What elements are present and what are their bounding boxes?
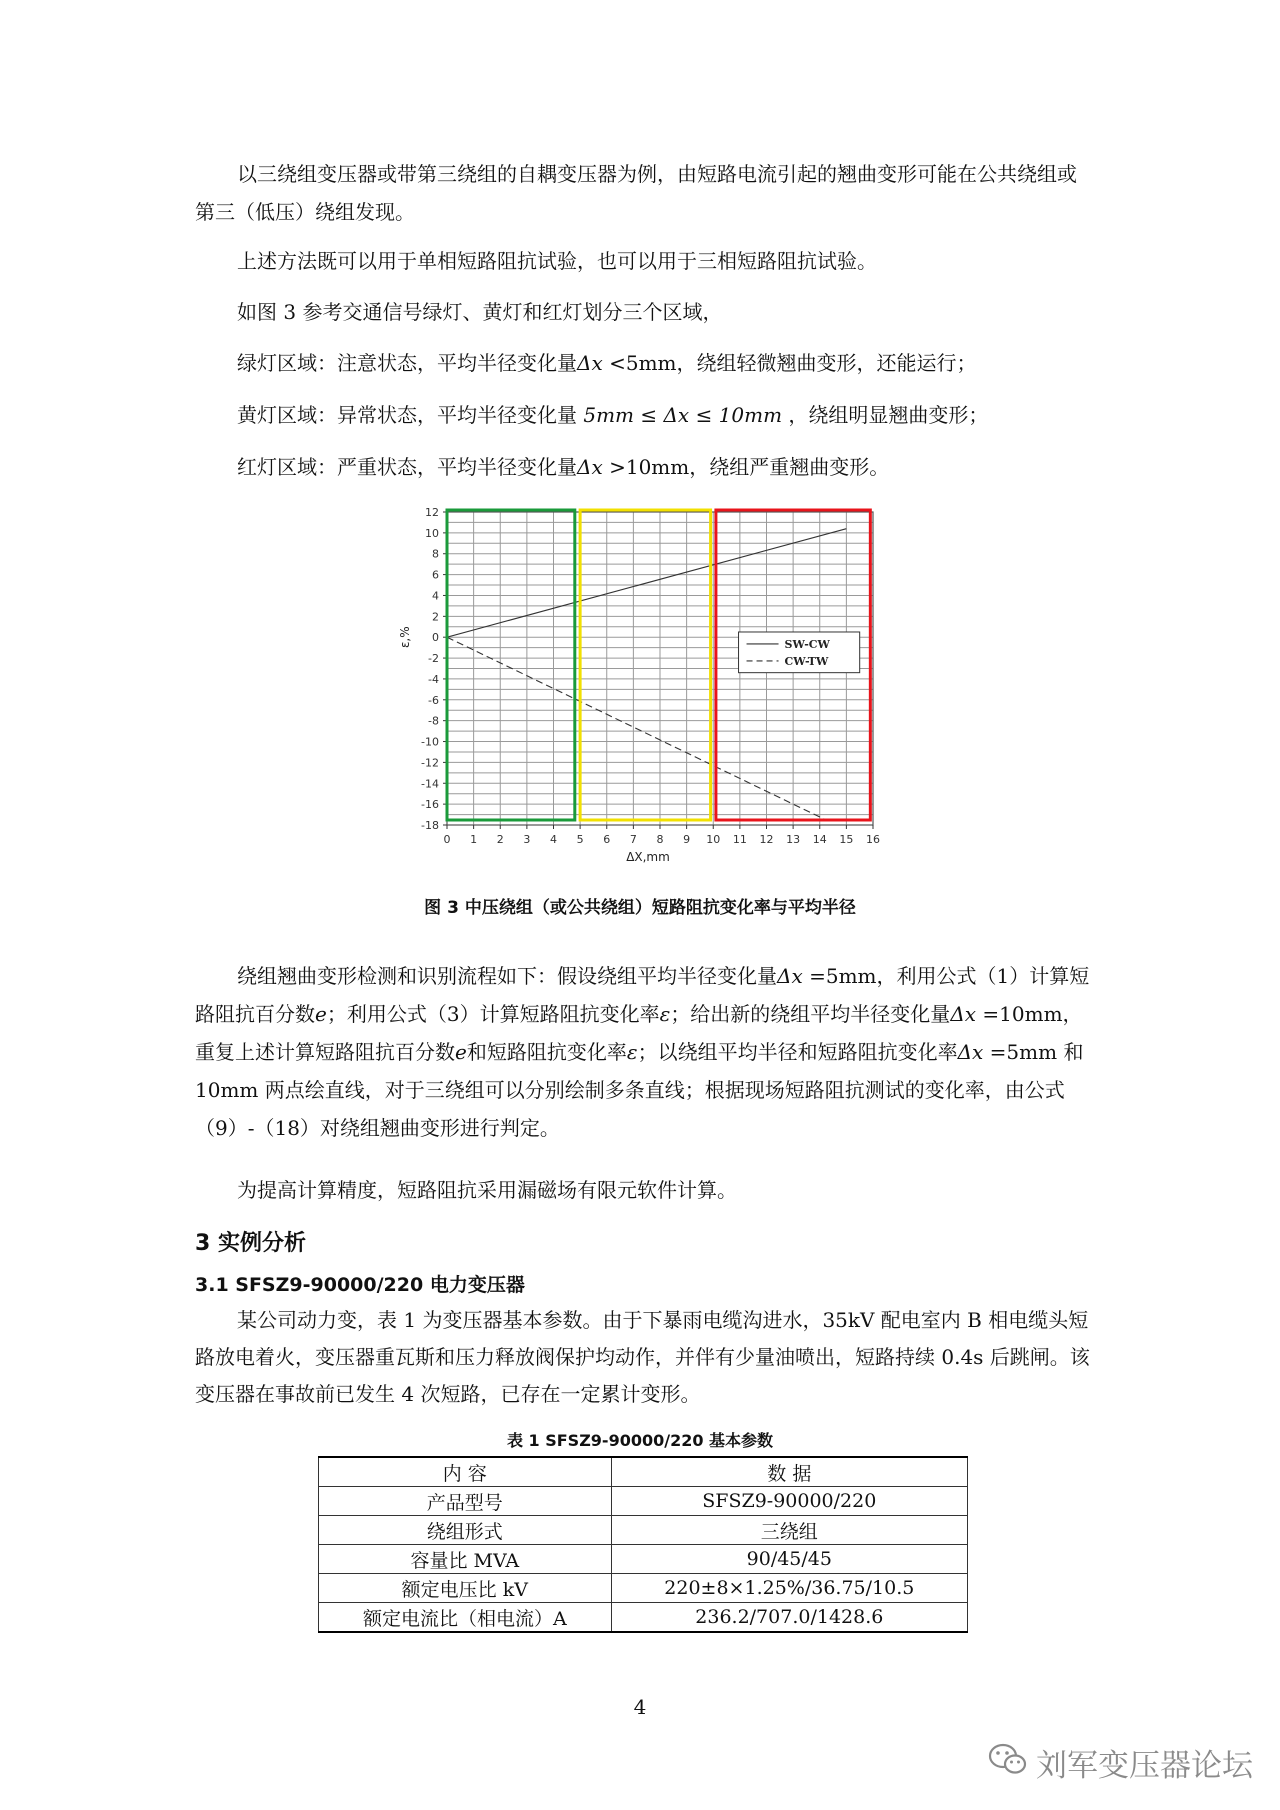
table-title: 表 1 SFSZ9-90000/220 基本参数: [506, 1431, 774, 1450]
text-segment: =5mm，利用公式（1）计算短路阻抗百分数: [195, 964, 1090, 1026]
text-segment: >10mm，绕组严重翘曲变形。: [602, 455, 890, 479]
text-segment: ；以绕组平均半径和短路阻抗变化率: [637, 1040, 958, 1064]
table-cell: 90/45/45: [611, 1545, 967, 1574]
table-cell: 236.2/707.0/1428.6: [611, 1603, 967, 1633]
y-tick-label: -4: [428, 672, 439, 686]
text-segment: 红灯区域：严重状态，平均半径变化量: [237, 455, 577, 479]
x-tick-label: 9: [683, 833, 691, 846]
x-tick-label: 15: [839, 833, 854, 846]
text-segment: 绿灯区域：注意状态，平均半径变化量: [237, 351, 577, 375]
y-tick-label: -14: [421, 777, 439, 791]
paragraph-procedure: [195, 957, 1095, 1147]
x-tick-label: 12: [759, 833, 774, 846]
y-tick-label: 12: [425, 506, 439, 519]
paragraph-3: 如图 3 参考交通信号绿灯、黄灯和红灯划分三个区域，: [237, 300, 723, 324]
y-tick-label: -6: [428, 693, 439, 707]
math-epsilon: ε: [659, 1002, 671, 1026]
legend-label: SW-CW: [784, 637, 830, 651]
table-cell: SFSZ9-90000/220: [611, 1487, 967, 1516]
text-segment: =5mm 和 10mm 两点绘直线，对于三绕组可以分别绘制多条直线；根据现场短路阻抗测试的变化率，由公式（9）-（18）对绕组翘曲变形进行判定。: [195, 1040, 1084, 1140]
subsection-heading: 3.1 SFSZ9-90000/220 电力变压器: [195, 1274, 525, 1296]
math-e: e: [315, 1002, 327, 1026]
x-tick-label: 6: [603, 833, 611, 846]
figure-3-chart: [395, 500, 895, 880]
table-header-cell: 数 据: [611, 1457, 967, 1487]
parameter-table: [318, 1456, 968, 1633]
y-tick-label: 6: [432, 568, 439, 582]
table-header-cell: 内 容: [319, 1457, 612, 1487]
text-segment: <5mm，绕组轻微翘曲变形，还能运行；: [602, 351, 977, 375]
y-tick-label: -18: [421, 819, 439, 832]
x-tick-label: 0: [443, 833, 451, 846]
text-segment: =10mm，重复上述计算短路阻抗百分数: [195, 1002, 1083, 1064]
x-tick-label: 10: [706, 833, 721, 846]
zone-green: [447, 510, 575, 820]
watermark: [988, 1740, 1253, 1785]
math-delta-x: Δx: [577, 455, 603, 479]
text-segment: ，绕组明显翘曲变形；: [782, 403, 989, 427]
paragraph-precision: 为提高计算精度，短路阻抗采用漏磁场有限元软件计算。: [237, 1178, 737, 1202]
x-tick-label: 13: [786, 833, 801, 846]
wechat-icon: [988, 1742, 1028, 1784]
x-tick-label: 5: [576, 833, 584, 846]
y-tick-label: -10: [421, 735, 439, 749]
x-tick-label: 7: [629, 833, 637, 846]
table-row: [319, 1603, 968, 1633]
table-row: [319, 1574, 968, 1603]
table-cell: 绕组形式: [319, 1516, 612, 1545]
math-epsilon: ε: [626, 1040, 638, 1064]
legend-label: CW-TW: [784, 654, 829, 668]
x-tick-label: 1: [470, 833, 478, 846]
x-tick-label: 4: [550, 833, 557, 846]
paragraph-1: 以三绕组变压器或带第三绕组的自耦变压器为例，由短路电流引起的翘曲变形可能在公共绕组或第三（低压）绕组发现。: [195, 162, 1077, 224]
math-delta-x: Δx: [777, 964, 803, 988]
series-line-sw-cw: [447, 529, 846, 638]
table-cell: 容量比 MVA: [319, 1545, 612, 1574]
y-tick-label: 4: [432, 589, 439, 603]
x-tick-label: 3: [523, 833, 531, 846]
table-header-row: [319, 1457, 968, 1487]
y-tick-label: -12: [421, 756, 439, 770]
y-tick-label: 0: [432, 631, 439, 645]
text-segment: ；利用公式（3）计算短路阻抗变化率: [326, 1002, 660, 1026]
math-delta-x: Δx: [577, 351, 603, 375]
table-row: [319, 1545, 968, 1574]
x-axis-label: ΔX,mm: [626, 850, 670, 864]
text-segment: 和短路阻抗变化率: [466, 1040, 627, 1064]
chart-svg: [395, 500, 895, 880]
x-tick-label: 11: [732, 833, 747, 846]
text-segment: 绕组翘曲变形检测和识别流程如下：假设绕组平均半径变化量: [237, 964, 777, 988]
math-delta-x: Δx: [957, 1040, 984, 1064]
paragraph-case: 某公司动力变，表 1 为变压器基本参数。由于下暴雨电缆沟进水，35kV 配电室内 B 相电缆头短路放电着火，变压器重瓦斯和压力释放阀保护均动作，并伴有少量油喷出，短路持续 0.4s 后跳闸。该变压器在事故前已发生 4 次短路，已存在一定累计变形。: [195, 1308, 1090, 1406]
math-delta-x: Δx: [950, 1002, 977, 1026]
x-tick-label: 2: [496, 833, 504, 846]
y-tick-label: -16: [421, 798, 439, 812]
zone-yellow: [580, 510, 710, 820]
paragraph-red-zone: [195, 448, 1095, 486]
table-row: [319, 1487, 968, 1516]
table-cell: 额定电流比（相电流）A: [319, 1603, 612, 1633]
y-tick-label: 10: [425, 526, 439, 540]
text-segment: 黄灯区域：异常状态，平均半径变化量: [237, 403, 584, 427]
y-tick-label: -8: [428, 714, 439, 728]
table-cell: 三绕组: [611, 1516, 967, 1545]
y-tick-label: 8: [432, 547, 439, 561]
text-segment: ；给出新的绕组平均半径变化量: [670, 1002, 951, 1026]
x-tick-label: 16: [866, 833, 880, 846]
table-row: [319, 1516, 968, 1545]
paragraph-2: 上述方法既可以用于单相短路阻抗试验，也可以用于三相短路阻抗试验。: [237, 249, 877, 273]
figure-caption: 图 3 中压绕组（或公共绕组）短路阻抗变化率与平均半径: [424, 898, 856, 918]
math-e: e: [455, 1040, 467, 1064]
page-number: 4: [633, 1695, 647, 1719]
y-tick-label: 2: [432, 610, 439, 624]
x-tick-label: 8: [656, 833, 664, 846]
watermark-text: 刘军变压器论坛: [1036, 1748, 1253, 1784]
paragraph-green-zone: [195, 344, 1095, 382]
paragraph-yellow-zone: [195, 396, 1095, 434]
x-tick-label: 14: [812, 833, 827, 846]
section-heading: 3 实例分析: [195, 1231, 306, 1256]
y-tick-label: -2: [428, 652, 439, 666]
table-cell: 额定电压比 kV: [319, 1574, 612, 1603]
math-range: 5mm ≤ Δx ≤ 10mm: [583, 403, 783, 427]
table-cell: 产品型号: [319, 1487, 612, 1516]
y-axis-label: ε,%: [398, 626, 412, 649]
table-cell: 220±8×1.25%/36.75/10.5: [611, 1574, 967, 1603]
